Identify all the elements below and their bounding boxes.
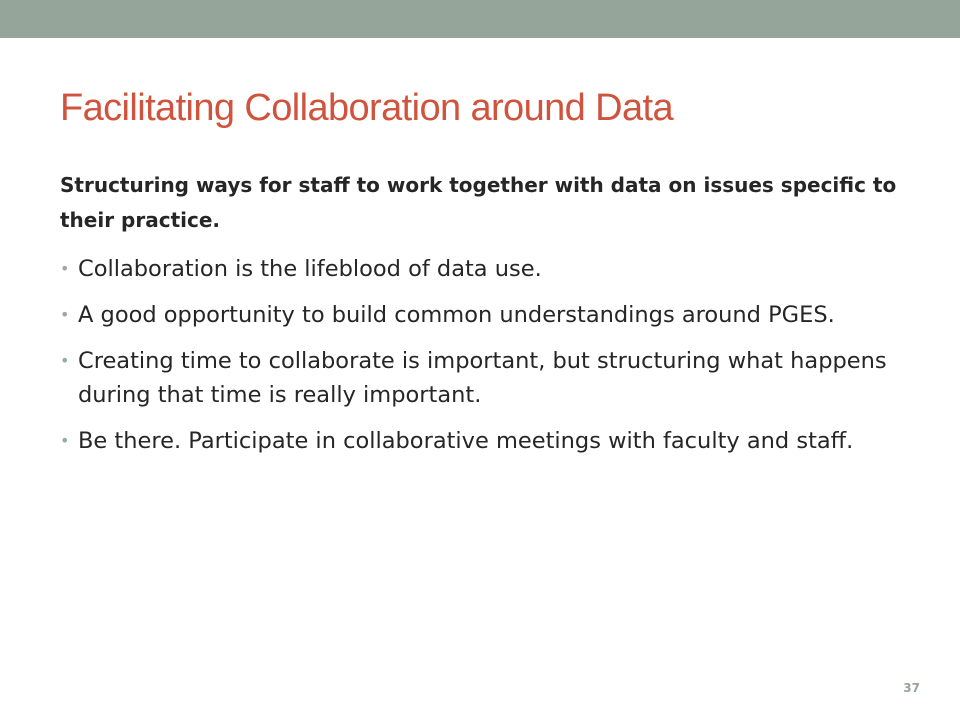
slide-subtitle: Structuring ways for staff to work together with data on issues specific to their practice. bbox=[60, 173, 897, 232]
bullet-text: Collaboration is the lifeblood of data use. bbox=[78, 256, 542, 282]
slide-title: Facilitating Collaboration around Data bbox=[60, 87, 674, 129]
page-number: 37 bbox=[903, 681, 920, 695]
bullet-dot-icon: • bbox=[60, 259, 70, 278]
bullet-dot-icon: • bbox=[60, 305, 70, 324]
bullet-item bbox=[60, 424, 905, 458]
bullet-item bbox=[60, 298, 905, 332]
bullet-item bbox=[60, 344, 905, 412]
bullet-item bbox=[60, 252, 905, 286]
bullet-text: A good opportunity to build common understandings around PGES. bbox=[78, 302, 835, 328]
top-accent-bar bbox=[0, 0, 960, 38]
bullet-text: Be there. Participate in collaborative meetings with faculty and staff. bbox=[78, 428, 854, 454]
bullet-dot-icon: • bbox=[60, 431, 70, 450]
slide-body bbox=[60, 168, 905, 470]
bullet-dot-icon: • bbox=[60, 351, 70, 370]
bullet-text: Creating time to collaborate is important, but structuring what happens during that time is really important. bbox=[78, 348, 887, 408]
bullet-list bbox=[60, 252, 905, 458]
